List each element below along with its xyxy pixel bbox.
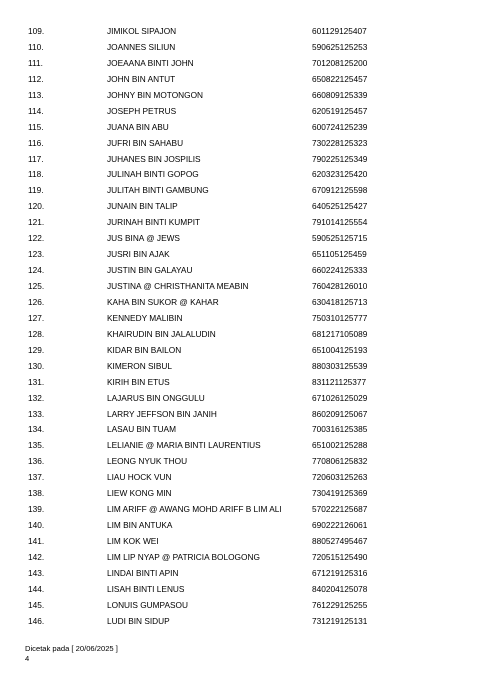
list-row [0,152,488,168]
row-number: 137. [28,472,45,483]
row-id-number: 681217105089 [312,328,368,339]
row-number: 116. [28,137,44,148]
row-number: 115. [28,121,44,132]
list-row [0,502,488,518]
list-row [0,550,488,566]
row-number: 143. [28,567,45,578]
row-number: 139. [28,504,45,515]
list-row [0,24,488,40]
row-id-number: 671219125316 [312,567,368,578]
row-id-number: 671026125029 [312,392,368,403]
list-row [0,136,488,152]
row-id-number: 670912125598 [312,185,368,196]
list-row [0,391,488,407]
row-number: 138. [28,488,45,499]
row-id-number: 651105125459 [312,249,367,260]
list-row [0,72,488,88]
row-name: LIM KOK WEI [107,536,159,546]
row-id-number: 860209125067 [312,408,368,419]
row-number: 141. [28,536,45,546]
list-row [0,199,488,215]
list-row [0,582,488,598]
list-row [0,88,488,104]
row-id-number: 880527495467 [312,536,368,546]
list-row [0,343,488,359]
list-row [0,215,488,231]
list-row [0,247,488,263]
row-number: 111. [28,57,43,68]
row-number: 128. [28,328,45,339]
row-name: LUDI BIN SIDUP [107,615,170,626]
row-number: 110. [28,41,44,52]
list-row [0,534,488,550]
row-id-number: 630418125713 [312,296,368,307]
list-row [0,40,488,56]
list-row [0,454,488,470]
row-name: KENNEDY MALIBIN [107,312,183,323]
row-id-number: 601129125407 [312,26,367,36]
list-row [0,566,488,582]
row-id-number: 590525125715 [312,233,368,244]
row-number: 132. [28,392,45,403]
list-row [0,359,488,375]
row-id-number: 840204125078 [312,583,368,594]
row-name: JULINAH BINTI GOPOG [107,169,199,180]
row-name: JULITAH BINTI GAMBUNG [107,185,209,196]
row-name: LIM LIP NYAP @ PATRICIA BOLOGONG [107,551,260,562]
row-number: 114. [28,105,44,116]
row-number: 140. [28,520,45,531]
name-list [0,24,488,630]
row-name: JUSTINA @ CHRISTHANITA MEABIN [107,281,249,291]
row-id-number: 651004125193 [312,344,368,355]
row-number: 133. [28,408,45,419]
list-row [0,438,488,454]
list-row [0,407,488,423]
row-id-number: 730419125369 [312,488,368,499]
row-id-number: 790225125349 [312,153,368,164]
list-row [0,120,488,136]
list-row [0,311,488,327]
row-name: LIM BIN ANTUKA [107,520,173,531]
row-name: KIDAR BIN BAILON [107,344,182,355]
row-id-number: 701208125200 [312,57,368,68]
row-name: JUSTIN BIN GALAYAU [107,265,193,276]
list-row [0,422,488,438]
list-row [0,614,488,630]
list-row [0,486,488,502]
row-number: 109. [28,26,45,36]
row-id-number: 651002125288 [312,440,368,451]
row-number: 117. [28,153,44,164]
row-id-number: 760428126010 [312,281,368,291]
row-number: 123. [28,249,45,260]
row-id-number: 570222125687 [312,504,368,515]
list-row [0,470,488,486]
row-name: JUANA BIN ABU [107,121,169,132]
print-date: Dicetak pada [ 20/06/2025 ] [25,644,118,653]
list-row [0,263,488,279]
row-id-number: 660224125333 [312,265,368,276]
row-id-number: 720603125263 [312,472,368,483]
row-number: 127. [28,312,45,323]
row-id-number: 731219125131 [312,615,368,626]
list-row [0,279,488,295]
row-number: 144. [28,583,45,594]
row-number: 135. [28,440,45,451]
list-row [0,598,488,614]
row-id-number: 720515125490 [312,551,368,562]
row-name: LONUIS GUMPASOU [107,599,188,610]
row-name: LISAH BINTI LENUS [107,583,185,594]
row-name: LIM ARIFF @ AWANG MOHD ARIFF B LIM ALI [107,504,282,515]
row-name: JOANNES SILIUN [107,41,176,52]
row-id-number: 831121125377 [312,376,367,387]
list-row [0,56,488,72]
row-id-number: 620519125457 [312,105,368,116]
page-number: 4 [25,653,30,663]
row-number: 125. [28,281,45,291]
row-number: 118. [28,169,44,180]
row-number: 142. [28,551,45,562]
row-id-number: 650822125457 [312,73,368,84]
row-number: 124. [28,265,45,276]
row-id-number: 700316125385 [312,424,368,435]
row-name: JOEAANA BINTI JOHN [107,57,194,68]
row-number: 121. [28,217,45,228]
row-name: LELIANIE @ MARIA BINTI LAURENTIUS [107,440,261,451]
row-id-number: 880303125539 [312,360,368,371]
row-name: KAHA BIN SUKOR @ KAHAR [107,296,219,307]
row-name: LIAU HOCK VUN [107,472,172,483]
row-number: 120. [28,201,45,212]
row-name: JURINAH BINTI KUMPIT [107,217,201,228]
list-row [0,375,488,391]
row-name: JOHNY BIN MOTONGON [107,89,204,100]
row-name: KIMERON SIBUL [107,360,173,371]
list-row [0,327,488,343]
row-name: KHAIRUDIN BIN JALALUDIN [107,328,216,339]
row-name: JOHN BIN ANTUT [107,73,176,84]
row-number: 122. [28,233,45,244]
row-name: JIMIKOL SIPAJON [107,26,177,36]
row-name: LARRY JEFFSON BIN JANIH [107,408,217,419]
list-row [0,183,488,199]
row-name: LASAU BIN TUAM [107,424,177,435]
row-name: LIEW KONG MIN [107,488,172,499]
row-id-number: 730228125323 [312,137,368,148]
row-name: KIRIH BIN ETUS [107,376,170,387]
list-row [0,231,488,247]
row-number: 134. [28,424,45,435]
row-number: 112. [28,73,44,84]
row-number: 146. [28,615,45,626]
row-name: JUSRI BIN AJAK [107,249,170,260]
row-id-number: 750310125777 [312,312,368,323]
row-number: 119. [28,185,44,196]
row-name: LEONG NYUK THOU [107,456,188,467]
row-number: 130. [28,360,45,371]
row-number: 113. [28,89,44,100]
row-name: JOSEPH PETRUS [107,105,177,116]
row-name: LINDAI BINTI APIN [107,567,179,578]
row-id-number: 791014125554 [312,217,368,228]
row-name: LAJARUS BIN ONGGULU [107,392,205,403]
row-id-number: 600724125239 [312,121,368,132]
row-name: JUS BINA @ JEWS [107,233,180,244]
row-number: 126. [28,296,45,307]
row-id-number: 640525125427 [312,201,368,212]
row-id-number: 590625125253 [312,41,368,52]
list-row [0,104,488,120]
row-name: JUFRI BIN SAHABU [107,137,184,148]
row-number: 129. [28,344,45,355]
row-id-number: 660809125339 [312,89,368,100]
row-number: 145. [28,599,45,610]
list-row [0,167,488,183]
row-number: 131. [28,376,45,387]
list-row [0,518,488,534]
row-name: JUHANES BIN JOSPILIS [107,153,201,164]
row-id-number: 620323125420 [312,169,368,180]
row-id-number: 761229125255 [312,599,368,610]
page-footer [25,644,118,663]
row-name: JUNAIN BIN TALIP [107,201,178,212]
row-number: 136. [28,456,45,467]
list-row [0,295,488,311]
row-id-number: 690222126061 [312,520,368,531]
row-id-number: 770806125832 [312,456,368,467]
